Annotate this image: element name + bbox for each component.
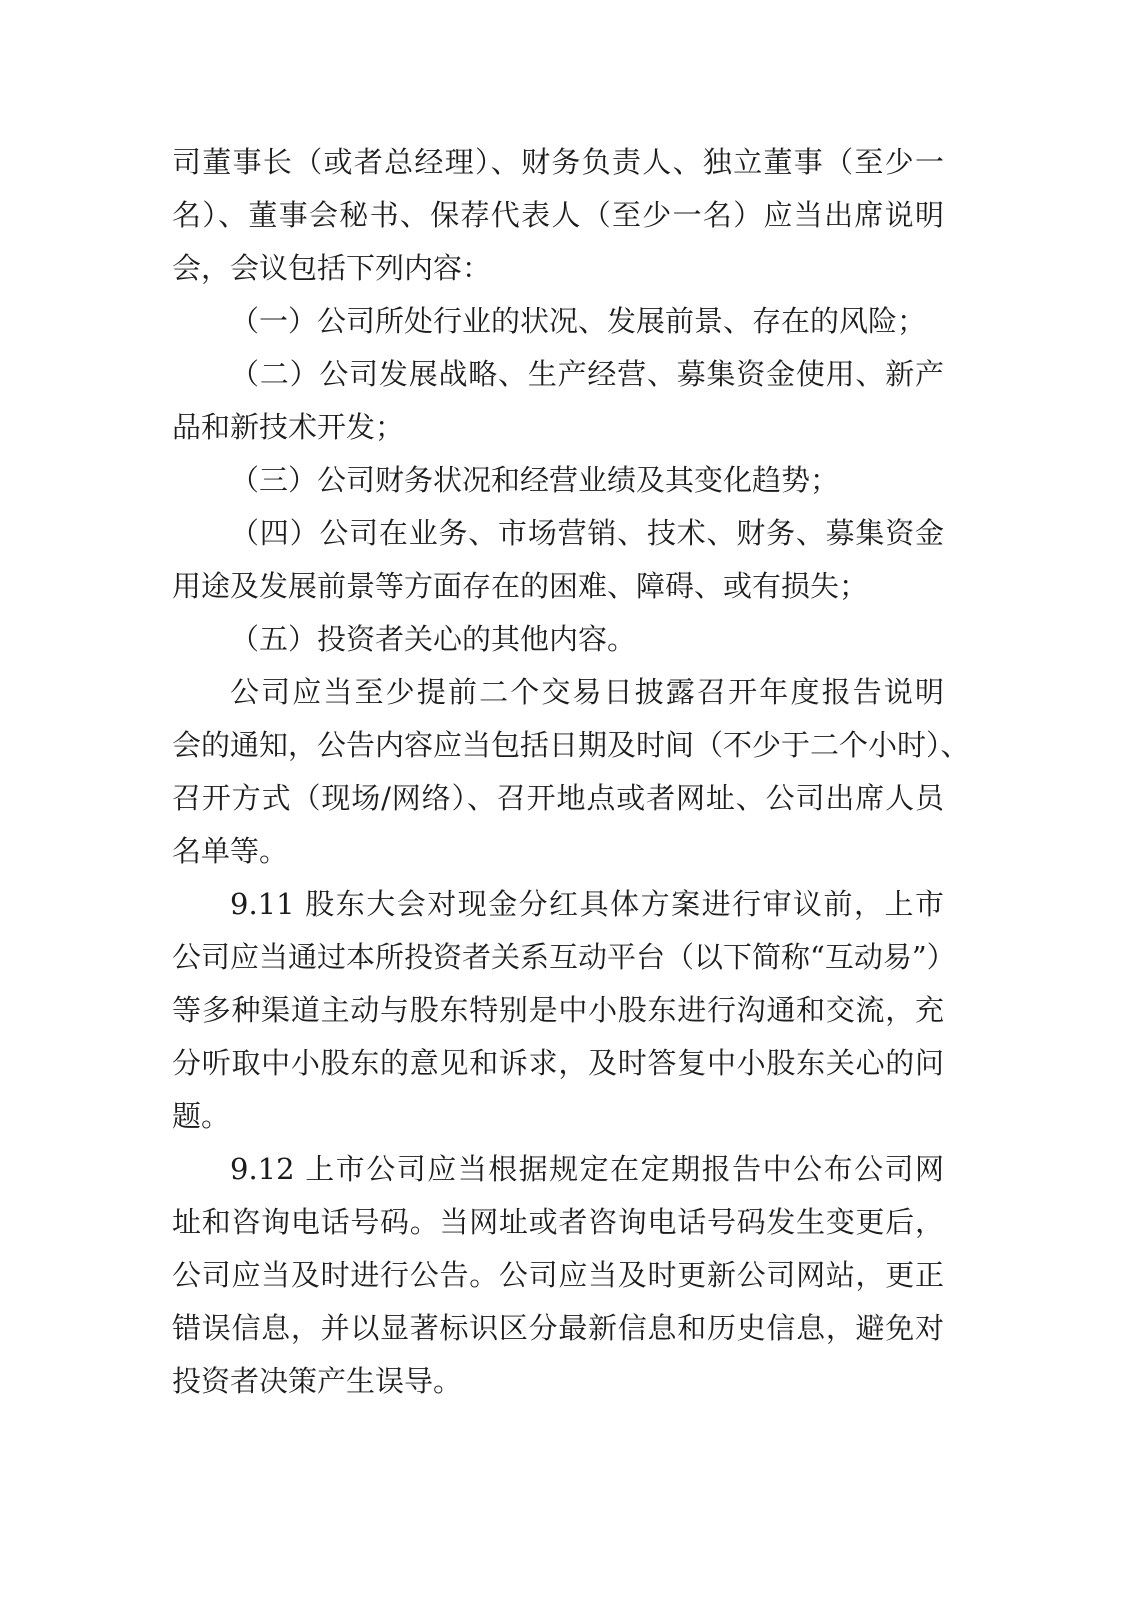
text-line: 会，会议包括下列内容： [172,251,492,285]
list-item-4: （四）公司在业务、市场营销、技术、财务、募集资金 [230,516,944,550]
list-item-3: （三）公司财务状况和经营业绩及其变化趋势； [230,463,840,497]
list-item-2: （二）公司发展战略、生产经营、募集资金使用、新产 [230,357,944,391]
body-text [172,136,970,1408]
text-line: 等多种渠道主动与股东特别是中小股东进行沟通和交流，充 [172,993,944,1027]
text-line: 司董事长（或者总经理）、财务负责人、独立董事（至少一 [172,145,944,179]
text-line: 公司应当通过本所投资者关系互动平台（以下简称“互动易”） [172,940,956,974]
text-line: 召开方式（现场/网络）、召开地点或者网址、公司出席人员 [172,781,944,815]
text-line: 投资者决策产生误导。 [172,1364,463,1398]
text-line: 用途及发展前景等方面存在的困难、障碍、或有损失； [172,569,869,603]
text-line: 分听取中小股东的意见和诉求，及时答复中小股东关心的问 [172,1046,944,1080]
text-line: 题。 [172,1099,231,1133]
text-line: 品和新技术开发； [172,410,405,444]
paragraph-notice: 公司应当至少提前二个交易日披露召开年度报告说明 [230,675,944,709]
text-line: 址和咨询电话号码。当网址或者咨询电话号码发生变更后， [172,1205,944,1239]
clause-9-11: 9.11 股东大会对现金分红具体方案进行审议前，上市 [230,887,944,921]
text-line: 会的通知，公告内容应当包括日期及时间（不少于二个小时）、 [172,728,970,762]
text-line: 名）、董事会秘书、保荐代表人（至少一名）应当出席说明 [172,198,944,232]
clause-9-12: 9.12 上市公司应当根据规定在定期报告中公布公司网 [230,1152,944,1186]
text-line: 公司应当及时进行公告。公司应当及时更新公司网站，更正 [172,1258,944,1292]
text-line: 错误信息，并以显著标识区分最新信息和历史信息，避免对 [172,1311,944,1345]
list-item-1: （一）公司所处行业的状况、发展前景、存在的风险； [230,304,927,338]
list-item-5: （五）投资者关心的其他内容。 [230,622,637,656]
text-line: 名单等。 [172,834,289,868]
